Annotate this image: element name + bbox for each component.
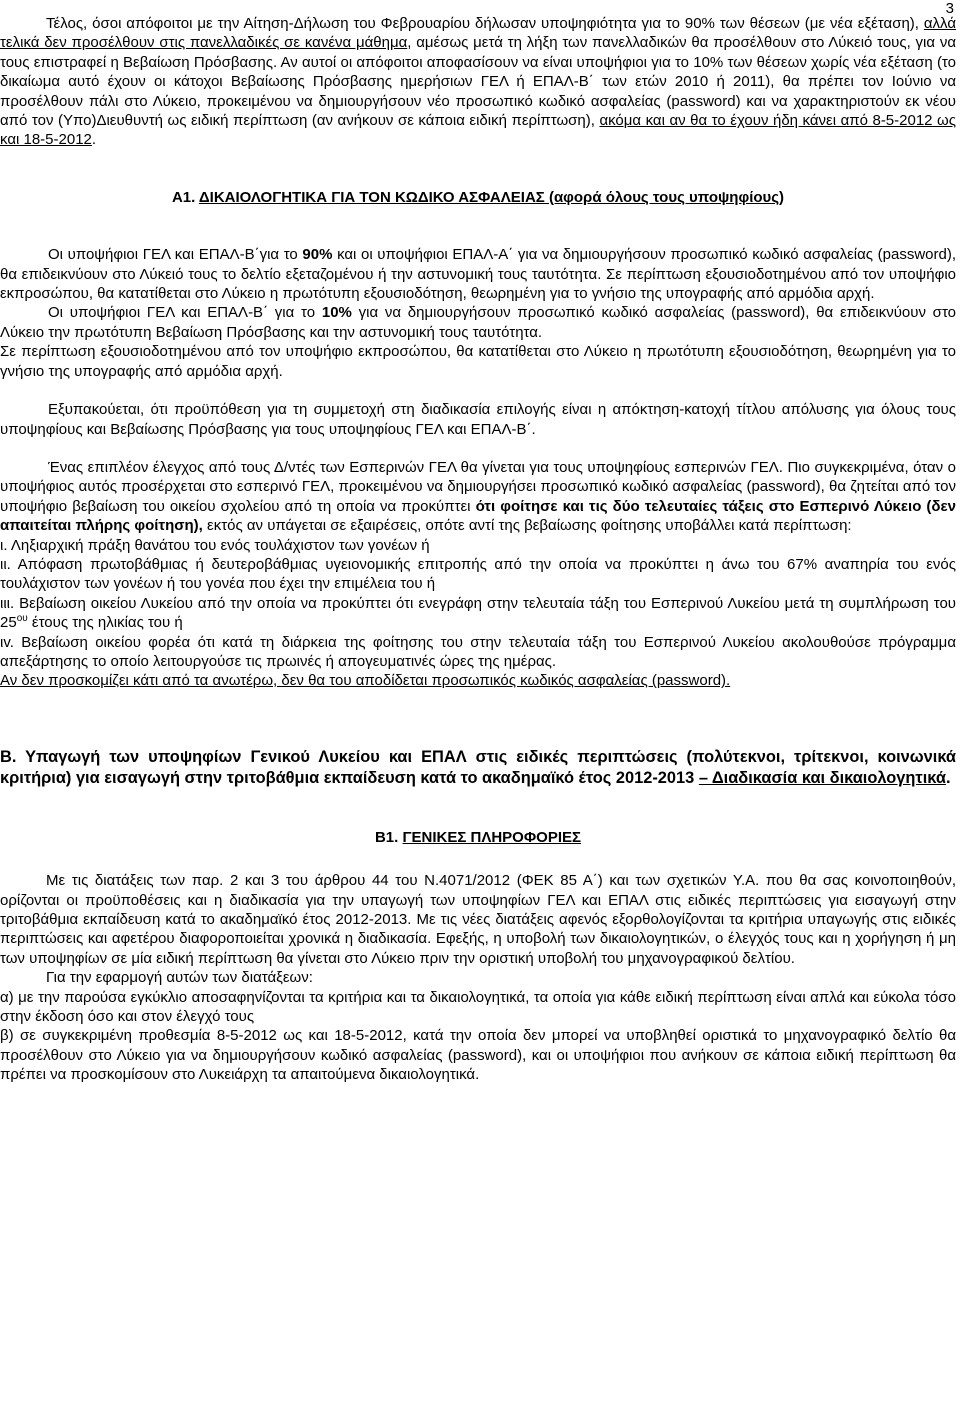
document-body	[0, 14, 956, 1085]
exception-item-3	[0, 594, 956, 633]
a1-closing-note: Αν δεν προσκομίζει κάτι από τα ανωτέρω, δεν θα του αποδίδεται προσωπικός κωδικός ασφαλείας (password).	[0, 672, 731, 690]
section-b-title-underlined: – Διαδικασία και δικαιολογητικά	[698, 769, 946, 788]
a1-p2-text-2: για να δημιουργήσουν προσωπικό κωδικό ασφαλείας (password), θα επιδεικνύουν στο Λύκειο την πρωτότυπη Βεβαίωση Πρόσβασης και την αστυνομική τους ταυτότητα.	[0, 304, 956, 341]
intro-text-1: Τέλος, όσοι απόφοιτοι με την Αίτηση-Δήλωση του Φεβρουαρίου δήλωσαν υποψηφιότητα για το 90% των θέσεων (με νέα εξέταση),	[46, 15, 924, 32]
section-b-title-end: .	[945, 769, 951, 788]
section-b1-prefix: Β1.	[374, 828, 403, 846]
section-b1-heading	[0, 828, 956, 847]
b1-paragraph-2: Για την εφαρμογή αυτών των διατάξεων:	[46, 969, 313, 987]
section-b-heading	[0, 747, 956, 790]
section-a1-prefix: Α1.	[171, 188, 199, 206]
item3-superscript: ου	[16, 613, 28, 625]
item3-text-1: ιιι. Βεβαίωση οικείου Λυκείου από την οποία να προκύπτει ότι ενεγράφη στην τελευταία τάξη του Εσπερινού Λυκείου μετά τη συμπλήρωση του 25	[0, 594, 956, 632]
a1-paragraph-1	[0, 245, 956, 303]
page-number: 3	[945, 0, 954, 17]
intro-underlined-2: ακόμα και αν θα το έχουν ήδη κάνει από 8-5-2012 ως και 18-5-2012	[0, 112, 956, 149]
intro-text-end: .	[91, 131, 97, 149]
a1-paragraph-4: Εξυπακούεται, ότι προϋπόθεση για τη συμμετοχή στη διαδικασία επιλογής είναι η απόκτηση-κατοχή τίτλου απόλυσης για όλους τους υποψηφίους και Βεβαίωσης Πρόσβασης για τους υποψηφίους ΓΕΛ και ΕΠΑΛ-Β΄.	[0, 401, 956, 438]
b1-paragraph-4: β) σε συγκεκριμένη προθεσμία 8-5-2012 ως και 18-5-2012, κατά την οποία δεν μπορεί να υποβληθεί οριστικά το μηχανογραφικό δελτίο θα προσέλθουν στο Λύκειο για να δημιουργήσουν κωδικό ασφαλείας (password), και οι υποψήφιοι που ανήκουν σε κάποια ειδική περίπτωση θα πρέπει να προσκομίσουν στο Λυκειάρχη τα απαιτούμενα δικαιολογητικά.	[0, 1027, 956, 1084]
intro-paragraph	[0, 14, 956, 150]
b1-paragraph-3: α) με την παρούσα εγκύκλιο αποσαφηνίζονται τα κριτήρια και τα δικαιολογητικά, τα οποία για κάθε ειδική περίπτωση είναι απλά και εύκολα τόσο στην έκδοση όσο και στον έλεγχό τους	[0, 988, 956, 1026]
exception-item-1: ι. Ληξιαρχική πράξη θανάτου του ενός τουλάχιστον των γονέων ή	[0, 536, 430, 554]
item3-text-2: έτους της ηλικίας του ή	[27, 614, 183, 632]
section-b1-title: ΓΕΝΙΚΕΣ ΠΛΗΡΟΦΟΡΙΕΣ	[402, 828, 582, 846]
a1-paragraph-2	[0, 303, 956, 342]
a1-p2-bold: 10%	[321, 304, 352, 322]
intro-underlined-1: αλλά τελικά δεν προσέλθουν στις πανελλαδικές σε κανένα μάθημα	[0, 15, 956, 52]
a1-p1-text-1: Οι υποψήφιοι ΓΕΛ και ΕΠΑΛ-Β΄για το	[48, 246, 303, 264]
section-b-title: Β. Υπαγωγή των υποψηφίων Γενικού Λυκείου και ΕΠΑΛ στις ειδικές περιπτώσεις (πολύτεκνοι, τρίτεκνοι, κοινωνικά κριτήρια) για εισαγωγή στην τριτοβάθμια εκπαίδευση κατά το ακαδημαϊκό έτος 2012-2013	[0, 747, 956, 788]
section-a1-title: ΔΙΚΑΙΟΛΟΓΗΤΙΚΑ ΓΙΑ ΤΟΝ ΚΩΔΙΚΟ ΑΣΦΑΛΕΙΑΣ (αφορά όλους τους υποψηφίους)	[198, 188, 785, 206]
a1-p5-text-2: εκτός αν υπάγεται σε εξαιρέσεις, οπότε αντί της βεβαίωσης φοίτησης υποβάλλει κατά περίπτωση:	[202, 517, 852, 535]
a1-p1-bold: 90%	[302, 246, 333, 264]
a1-p5-text-1: Ένας επιπλέον έλεγχος από τους Δ/ντές των Εσπερινών ΓΕΛ θα γίνεται για τους υποψηφίους εσπερινών ΓΕΛ. Πιο συγκεκριμένα, όταν ο υποψήφιος αυτός προσέρχεται στο εσπερινό ΓΕΛ, προκειμένου να δημιουργήσει προσωπικό κωδικό ασφαλείας (password), θα ζητείται από τον υποψήφιο βεβαίωση του οικείου σχολείου από τη οποία να προκύπτει	[0, 458, 956, 515]
a1-p5-bold: ότι φοίτησε και τις δύο τελευταίες τάξεις στο Εσπερινό Λύκειο (δεν απαιτείται πλήρης φοίτηση),	[0, 497, 956, 535]
a1-paragraph-3: Σε περίπτωση εξουσιοδοτημένου από τον υποψήφιο εκπροσώπου, θα κατατίθεται στο Λύκειο η πρωτότυπη εξουσιοδότηση, θεωρημένη για το γνήσιο της υπογραφής από αρμόδια αρχή.	[0, 343, 956, 380]
a1-p1-text-2: και οι υποψήφιοι ΕΠΑΛ-Α΄ για να δημιουργήσουν προσωπικό κωδικό ασφαλείας (password), θα επιδεικνύουν στο Λύκειό τους το δελτίο εξεταζομένου ή την αστυνομική τους ταυτότητα. Σε περίπτωση εξουσιοδοτημένου από τον υποψήφιο εκπροσώπου, θα κατατίθεται στο Λύκειο η πρωτότυπη εξουσιοδότηση, θεωρημένη για το γνήσιο της υπογραφής από αρμόδια αρχή.	[0, 246, 956, 303]
b1-paragraph-1: Με τις διατάξεις των παρ. 2 και 3 του άρθρου 44 του Ν.4071/2012 (ΦΕΚ 85 Α΄) και των σχετικών Υ.Α. που θα σας κοινοποιηθούν, ορίζονται οι προϋποθέσεις και η διαδικασία για την υπαγωγή των υποψηφίων ΓΕΛ και ΕΠΑΛ στις ειδικές περιπτώσεις για εισαγωγή στην τριτοβάθμια εκπαίδευση κατά το ακαδημαϊκό έτος 2012-2013. Με τις νέες διατάξεις αφενός εξορθολογίζονται τα κριτήρια υπαγωγής στις ειδικές περιπτώσεις και αφετέρου διαφοροποιείται χρονικά η διαδικασία. Εφεξής, η υποβολή των δικαιολογητικών, ο έλεγχός τους και η χορήγηση ή μη των υποψηφίων σε μία ειδική περίπτωση θα γίνεται στο Λύκειο πριν την οριστική υποβολή του μηχανογραφικού δελτίου.	[0, 872, 956, 967]
a1-p2-text-1: Οι υποψήφιοι ΓΕΛ και ΕΠΑΛ-Β΄ για το	[48, 304, 322, 322]
intro-text-2: , αμέσως μετά τη λήξη των πανελλαδικών θα προσέλθουν στο Λύκειό τους, για να τους επιστραφεί η Βεβαίωση Πρόσβασης. Αν αυτοί οι απόφοιτοι αποφασίσουν να είναι υποψήφιοι για το 10% των θέσεων χωρίς νέα εξέταση (το δικαίωμα αυτό έχουν οι κάτοχοι Βεβαίωσης Πρόσβασης ημερήσιων ΓΕΛ ή ΕΠΑΛ-Β΄ των ετών 2010 ή 2011), θα πρέπει τον Ιούνιο να προσέλθουν πάλι στο Λύκειο, προκειμένου να δημιουργήσουν νέο προσωπικό κωδικό ασφαλείας (password) και να χαρακτηριστούν εκ νέου από τον (Υπο)Διευθυντή ως ειδική περίπτωση (αν ανήκουν σε κάποια ειδική περίπτωση),	[0, 34, 956, 130]
section-a1-heading	[0, 188, 956, 207]
exception-item-2: ιι. Απόφαση πρωτοβάθμιας ή δευτεροβάθμιας υγειονομικής επιτροπής από την οποία να προκύπτει η άνω του 67% αναπηρία του ενός τουλάχιστον των γονέων ή του γονέα που έχει την επιμέλεια του ή	[0, 555, 956, 593]
a1-paragraph-5	[0, 458, 956, 536]
exception-item-4: ιv. Βεβαίωση οικείου φορέα ότι κατά τη διάρκεια της φοίτησης του στην τελευταία τάξη του Εσπερινού Λυκείου ακολουθούσε πρόγραμμα απεξάρτησης το οποίο λειτουργούσε τις πρωινές ή απογευματινές ώρες της ημέρας.	[0, 633, 956, 670]
